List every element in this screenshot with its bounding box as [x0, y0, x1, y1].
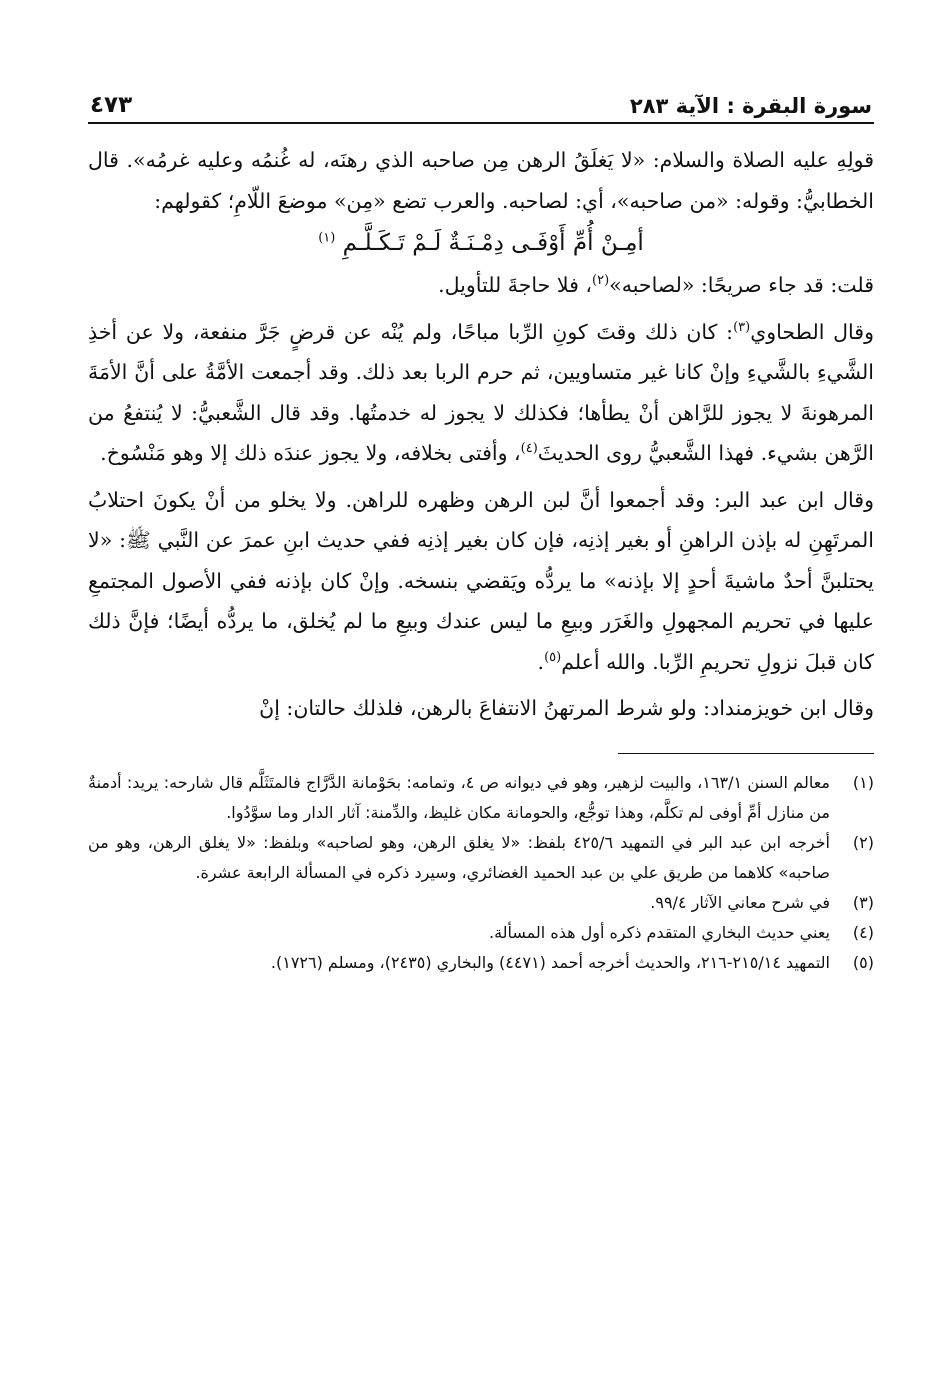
footnote-4: [88, 918, 874, 948]
footnote-2: [88, 828, 874, 888]
footnote-5: [88, 948, 874, 978]
tahawi-text-end: ، وأفتى بخلافه، ولا يجوز عندَه ذلك إلا وهو مَنْسُوخ.: [100, 441, 521, 465]
paragraph-comment: [88, 265, 874, 306]
paragraph-hadith: قولِهِ عليه الصلاة والسلام: «لا يَغلَقُ الرهن مِن صاحبه الذي رهنَه، له غُنمُه وعليه غرمُه». قال الخطابيُّ: وقوله: «من صاحبه»، أي: لصاحبه. والعرب تضع «مِن» موضعَ اللّامِ؛ كقولهم:: [88, 148, 874, 213]
footnote-ref-5: (٥): [544, 649, 562, 665]
footnote-number: (٣): [852, 892, 874, 912]
comment-text-end: ، فلا حاجةَ للتأويل.: [438, 273, 593, 297]
footnote-separator: [618, 753, 874, 754]
footnote-1: [88, 768, 874, 828]
footnote-ref-3: (٣): [733, 319, 751, 335]
footnote-text: معالم السنن ١٦٣/١، والبيت لزهير، وهو في ديوانه ص ٤، وتمامه: بحَوْمانة الدَّرَّاج فالمتَثَلَّم قال شارحه: يريد: أدمنةٌ من منازل أمِّ أوفى لم تكلَّم، وهذا توجُّع، والحومانة مكان غليظ، والدِّمنة: آثار الدار وما سوَّدُوا.: [88, 772, 830, 822]
footnote-number: (٤): [852, 922, 874, 942]
ibn-abd-albarr-text: وقال ابن عبد البر: وقد أجمعوا أنَّ لبن الرهن وظهره للراهن. ولا يخلو من أنْ يكونَ احتلابُ المرتَهِنِ له بإذن الراهنِ أو بغير إذنِه، فإن كان بغير إذنِه ففي حديث ابنِ عمرَ عن النَّبي ﷺ: «لا يحتلبنَّ أحدٌ ماشيةَ أحدٍ إلا بإذنه» ما يردُّه ويَقضي بنسخه. وإنْ كان بإذنه ففي الأصول المجتمعِ عليها في تحريم المجهولِ والغَرَر وبيعِ ما ليس عندك وبيعِ ما لم يُخلق، ما يردُّه أيضًا؛ فإنَّ ذلك كان قبلَ نزولِ تحريمِ الرِّبا. والله أعلم: [88, 487, 874, 674]
footnote-text: أخرجه ابن عبد البر في التمهيد ٤٢٥/٦ بلفظ: «لا يغلق الرهن، وهو لصاحبه» وبلفظ: «لا يغلق الرهن، وهو من صاحبه» كلاهما من طريق علي بن عبد الحميد الغضائري، وسيرد ذكره في المسألة الرابعة عشرة.: [88, 832, 831, 882]
verse-text: أمِـنْ أُمِّ أَوْفَـى دِمْـنَـةٌ لَـمْ تَـكَـلَّـمِ: [342, 230, 644, 256]
footnote-ref-1: (١): [318, 230, 336, 246]
footnote-ref-2: (٢): [592, 273, 610, 289]
running-title: سورة البقرة : الآية ٢٨٣: [629, 94, 872, 118]
comment-text: قلت: قد جاء صريحًا: «لصاحبه»: [609, 273, 874, 297]
paragraph-ibn-khuwayz: وقال ابن خويزمنداد: ولو شرط المرتهنُ الانتفاعَ بالرهن، فلذلك حالتان: إنْ: [259, 696, 874, 720]
footnote-number: (٢): [852, 832, 874, 852]
tahawi-intro: وقال الطحاوي: [750, 319, 874, 344]
footnote-text: في شرح معاني الآثار ٩٩/٤.: [650, 892, 830, 912]
footnote-3: [88, 888, 874, 918]
footnote-ref-4: (٤): [520, 441, 538, 457]
footnote-text: التمهيد ٢١٥/١٤-٢١٦، والحديث أخرجه أحمد (٤٤٧١) والبخاري (٢٤٣٥)، ومسلم (١٧٢٦).: [270, 952, 830, 972]
tahawi-text: : كان ذلك وقتَ كونِ الرِّبا مباحًا، ولم يُنْه عن قرضٍ جَرَّ منفعة، ولا عن أخذِ الشَّيءِ بالشَّيءِ وإنْ كانا غير متساويين، ثم حرم الربا بعد ذلك. وقد أجمعت الأمَّةُ على أنَّ الأمَةَ المرهونةَ لا يجوز للرَّاهن أنْ يطأها؛ فكذلك لا يجوز له خدمتُها. وقد قال الشَّعبيُّ: لا يُنتفعُ من الرَّهن بشيء. فهذا الشَّعبيُّ روى الحديثَ: [88, 319, 874, 465]
footnote-number: (٥): [852, 952, 874, 972]
footnote-text: يعني حديث البخاري المتقدم ذكره أول هذه المسألة.: [488, 922, 830, 942]
main-text: [88, 140, 874, 729]
ibn-abd-albarr-end: .: [537, 649, 545, 674]
book-page: [88, 82, 874, 978]
page-number: ٤٧٣: [90, 92, 133, 118]
page-header: [88, 82, 874, 124]
paragraph-ibn-abd-albarr: [88, 480, 874, 683]
footnotes: [88, 768, 874, 978]
paragraph-tahawi: [88, 312, 874, 474]
footnote-number: (١): [852, 772, 874, 792]
poetry-verse: [88, 221, 874, 265]
